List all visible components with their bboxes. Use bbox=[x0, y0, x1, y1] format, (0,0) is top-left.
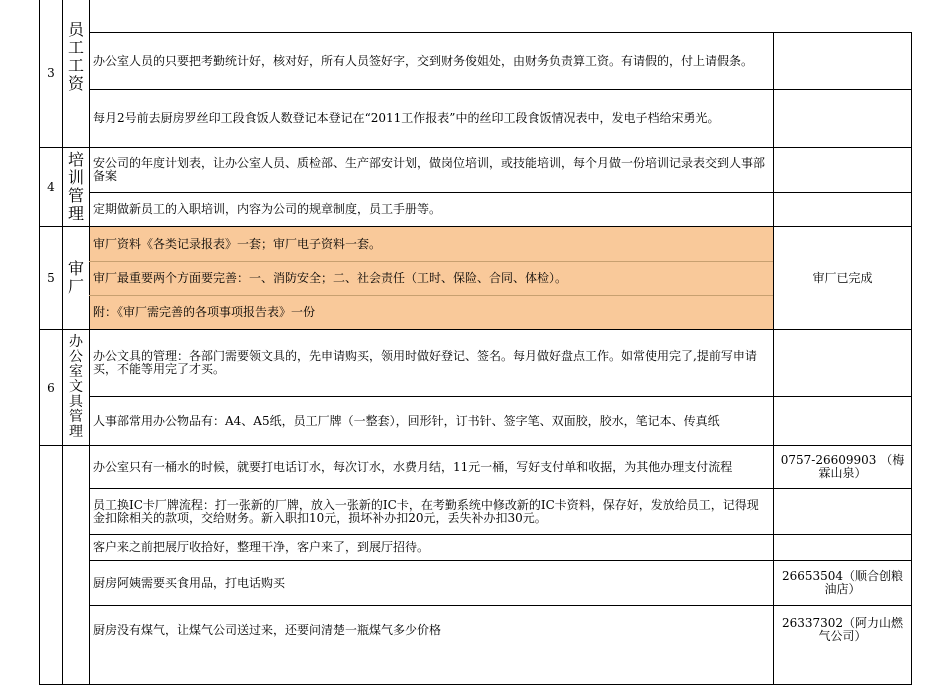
contact-cell[interactable] bbox=[773, 488, 912, 535]
contact-cell[interactable]: 0757-26609903 （梅霖山泉） bbox=[773, 445, 912, 489]
category-char: 室 bbox=[69, 364, 83, 380]
task-cell[interactable]: 附：《审厂需完善的各项事项报告表》一份 bbox=[93, 305, 316, 319]
category-char: 培 bbox=[67, 150, 84, 169]
category-cell-6[interactable] bbox=[62, 329, 90, 446]
status-cell[interactable] bbox=[773, 329, 912, 397]
row-number-6[interactable]: 6 bbox=[39, 329, 63, 446]
task-cell[interactable]: 审厂最重要两个方面要完善：一、消防安全；二、社会责任（工时、保险、合同、体检）。 bbox=[93, 271, 568, 285]
row-number-4[interactable]: 4 bbox=[39, 147, 63, 227]
task-cell[interactable]: 厨房阿姨需要买食用品，打电话购买 bbox=[89, 560, 774, 606]
category-char: 具 bbox=[69, 394, 83, 410]
category-cell-3[interactable] bbox=[62, 0, 90, 148]
contact-cell[interactable]: 26653504（顺合创粮油店） bbox=[773, 560, 912, 606]
status-cell-audit-complete[interactable]: 审厂已完成 bbox=[773, 226, 912, 330]
category-cell-4[interactable] bbox=[62, 147, 90, 227]
task-cell[interactable]: 审厂资料《各类记录报表》一套；审厂电子资料一套。 bbox=[93, 236, 382, 251]
category-char: 公 bbox=[69, 349, 83, 365]
category-char: 理 bbox=[69, 424, 83, 440]
task-cell[interactable]: 员工换IC卡厂牌流程：打一张新的厂牌，放入一张新的IC卡，在考勤系统中修改新的IC卡资料，保存好，发放给员工，记得现金扣除相关的款项，交给财务。新入职扣10元，损坏补办扣20元，丢失补办扣30元。 bbox=[89, 488, 774, 535]
row-number-5[interactable]: 5 bbox=[39, 226, 63, 330]
task-cell[interactable]: 办公室只有一桶水的时候，就要打电话订水，每次订水，水费月结，11元一桶，写好支付单和收据，为其他办理支付流程 bbox=[89, 445, 774, 489]
task-cell[interactable]: 每月2号前去厨房罗丝印工段食饭人数登记本登记在“2011工作报表”中的丝印工段食饭情况表中，发电子档给宋勇光。 bbox=[89, 89, 774, 148]
category-char: 厂 bbox=[67, 277, 84, 296]
category-cell-5[interactable] bbox=[62, 226, 90, 330]
task-cell[interactable]: 客户来之前把展厅收拾好，整理干净，客户来了，到展厅招待。 bbox=[89, 534, 774, 561]
category-char: 办 bbox=[69, 334, 83, 350]
category-char: 资 bbox=[67, 74, 84, 93]
status-cell[interactable] bbox=[773, 192, 912, 227]
contact-cell[interactable]: 26337302（阿力山燃气公司） bbox=[773, 605, 912, 685]
category-char: 理 bbox=[67, 204, 84, 223]
status-cell[interactable] bbox=[773, 396, 912, 446]
task-cell[interactable]: 人事部常用办公物品有：A4、A5纸，员工厂牌（一整套），回形针，订书针、签字笔、双面胶，胶水，笔记本、传真纸 bbox=[89, 396, 774, 446]
contact-cell[interactable] bbox=[773, 534, 912, 561]
status-cell[interactable] bbox=[773, 89, 912, 148]
category-cell[interactable] bbox=[62, 445, 90, 685]
category-char: 管 bbox=[67, 186, 84, 205]
row-number-cell[interactable] bbox=[39, 445, 63, 685]
category-char: 审 bbox=[67, 259, 84, 278]
status-cell[interactable] bbox=[773, 32, 912, 90]
category-char: 工 bbox=[67, 56, 84, 75]
category-char: 工 bbox=[67, 38, 84, 57]
task-cell[interactable]: 厨房没有煤气，让煤气公司送过来，还要问清楚一瓶煤气多少价格 bbox=[89, 605, 774, 685]
category-char: 训 bbox=[67, 168, 84, 187]
category-char: 员 bbox=[67, 20, 84, 39]
task-cell[interactable]: 定期做新员工的入职培训，内容为公司的规章制度，员工手册等。 bbox=[89, 192, 774, 227]
row-number-3[interactable]: 3 bbox=[39, 0, 63, 148]
category-char: 文 bbox=[69, 379, 83, 395]
task-cell[interactable]: 安公司的年度计划表，让办公室人员、质检部、生产部安计划，做岗位培训，或技能培训，每个月做一份培训记录表交到人事部备案 bbox=[89, 147, 774, 193]
category-char: 管 bbox=[69, 409, 83, 425]
task-cell[interactable]: 办公室人员的只要把考勤统计好，核对好，所有人员签好字，交到财务俊姐处，由财务负责算工资。有请假的，付上请假条。 bbox=[89, 32, 774, 90]
task-cell[interactable]: 办公文具的管理：各部门需要领文具的，先申请购买，领用时做好登记、签名。每月做好盘点工作。如常使用完了,提前写申请买，不能等用完了才买。 bbox=[89, 329, 774, 397]
status-cell[interactable] bbox=[773, 147, 912, 193]
